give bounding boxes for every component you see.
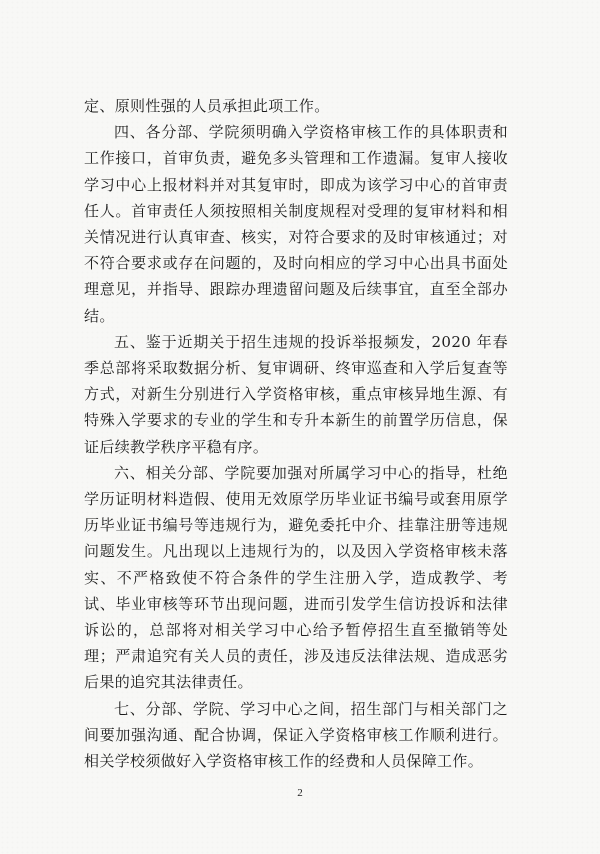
paragraph-item-5: 五、鉴于近期关于招生违规的投诉举报频发，2020 年春季总部将采取数据分析、复审调研、终审巡查和入学后复查等方式，对新生分别进行入学资格审核，重点审核异地生源、有特殊入学要求的专业的学生和专升本新生的前置学历信息，保证后续教学秩序平稳有序。 (84, 332, 508, 456)
paragraph-item-6: 六、相关分部、学院要加强对所属学习中心的指导，杜绝学历证明材料造假、使用无效原学历毕业证书编号或套用原学历毕业证书编号等违规行为，避免委托中介、挂靠注册等违规问题发生。凡出现以上违规行为的，以及因入学资格审核未落实、不严格致使不符合条件的学生注册入学，造成教学、考试、毕业审核等环节出现问题，进而引发学生信访投诉和法律诉讼的，总部将对相关学习中心给予暂停招生直至撤销等处理；严肃追究有关人员的责任，涉及违反法律法规、造成恶劣后果的追究其法律责任。 (84, 463, 508, 692)
document-body (84, 93, 508, 774)
page-number: 2 (297, 787, 303, 799)
paragraph-continuation: 定、原则性强的人员承担此项工作。 (84, 97, 330, 115)
paragraph-item-4: 四、各分部、学院须明确入学资格审核工作的具体职责和工作接口，首审负责，避免多头管理和工作遗漏。复审人接收学习中心上报材料并对其复审时，即成为该学习中心的首审责任人。首审责任人须按照相关制度规程对受理的复审材料和相关情况进行认真审查、核实，对符合要求的及时审核通过；对不符合要求或存在问题的，及时向相应的学习中心出具书面处理意见，并指导、跟踪办理遗留问题及后续事宜，直至全部办结。 (84, 123, 508, 325)
paragraph-item-7: 七、分部、学院、学习中心之间，招生部门与相关部门之间要加强沟通、配合协调，保证入学资格审核工作顺利进行。相关学校须做好入学资格审核工作的经费和人员保障工作。 (84, 699, 508, 771)
